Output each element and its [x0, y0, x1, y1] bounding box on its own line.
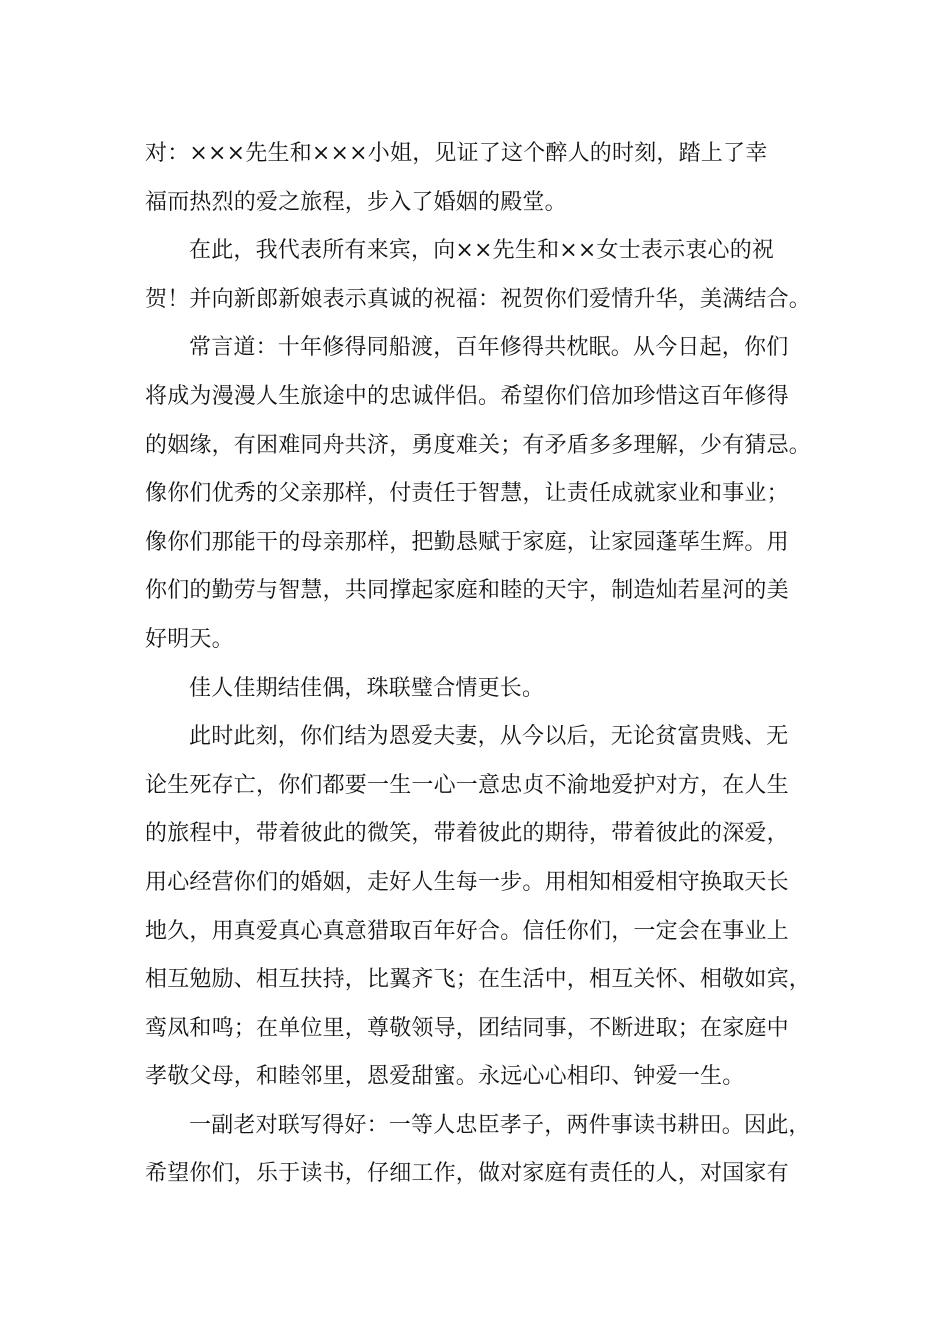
- text-line: 佳人佳期结佳偶，珠联璧合情更长。: [189, 675, 545, 701]
- text-line: 此时此刻，你们结为恩爱夫妻，从今以后，无论贫富贵贱、无: [189, 724, 789, 750]
- text-line: 像你们优秀的父亲那样，付责任于智慧，让责任成就家业和事业；: [145, 481, 789, 507]
- text-line: 用心经营你们的婚姻，走好人生每一步。用相知相爱相守换取天长: [145, 869, 789, 895]
- text-line: 贺！并向新郎新娘表示真诚的祝福：祝贺你们爱情升华，美满结合。: [145, 286, 812, 312]
- text-line: 论生死存亡，你们都要一生一心一意忠贞不渝地爱护对方，在人生: [145, 772, 789, 798]
- text-line: 你们的勤劳与智慧，共同撑起家庭和睦的天宇，制造灿若星河的美: [145, 578, 789, 604]
- text-line: 的姻缘，有困难同舟共济，勇度难关；有矛盾多多理解，少有猜忌。: [145, 432, 812, 458]
- text-line: 相互勉励、相互扶持，比翼齐飞；在生活中，相互关怀、相敬如宾，: [145, 967, 812, 993]
- document-body: [145, 130, 825, 1199]
- text-line: 在此，我代表所有来宾，向××先生和××女士表示衷心的祝: [189, 238, 775, 264]
- text-line: 孝敬父母，和睦邻里，恩爱甜蜜。永远心心相印、钟爱一生。: [145, 1064, 745, 1090]
- text-line: 对：×××先生和×××小姐，见证了这个醉人的时刻，踏上了幸: [145, 141, 768, 166]
- text-line: 鸾凤和鸣；在单位里，尊敬领导，团结同事，不断进取；在家庭中: [145, 1015, 789, 1041]
- text-line: 地久，用真爱真心真意猎取百年好合。信任你们，一定会在事业上: [145, 918, 789, 944]
- text-line: 好明天。: [145, 626, 234, 652]
- text-line: 希望你们，乐于读书，仔细工作，做对家庭有责任的人，对国家有: [145, 1161, 789, 1187]
- text-line: 常言道：十年修得同船渡，百年修得共枕眠。从今日起，你们: [189, 335, 789, 361]
- text-line: 的旅程中，带着彼此的微笑，带着彼此的期待，带着彼此的深爱，: [145, 821, 789, 847]
- text-line: 将成为漫漫人生旅途中的忠诚伴侣。希望你们倍加珍惜这百年修得: [145, 383, 789, 409]
- text-line: 像你们那能干的母亲那样，把勤恳赋于家庭，让家园蓬荜生辉。用: [145, 529, 789, 555]
- text-line: 福而热烈的爱之旅程，步入了婚姻的殿堂。: [145, 189, 567, 215]
- text-line: 一副老对联写得好：一等人忠臣孝子，两件事读书耕田。因此，: [189, 1112, 811, 1138]
